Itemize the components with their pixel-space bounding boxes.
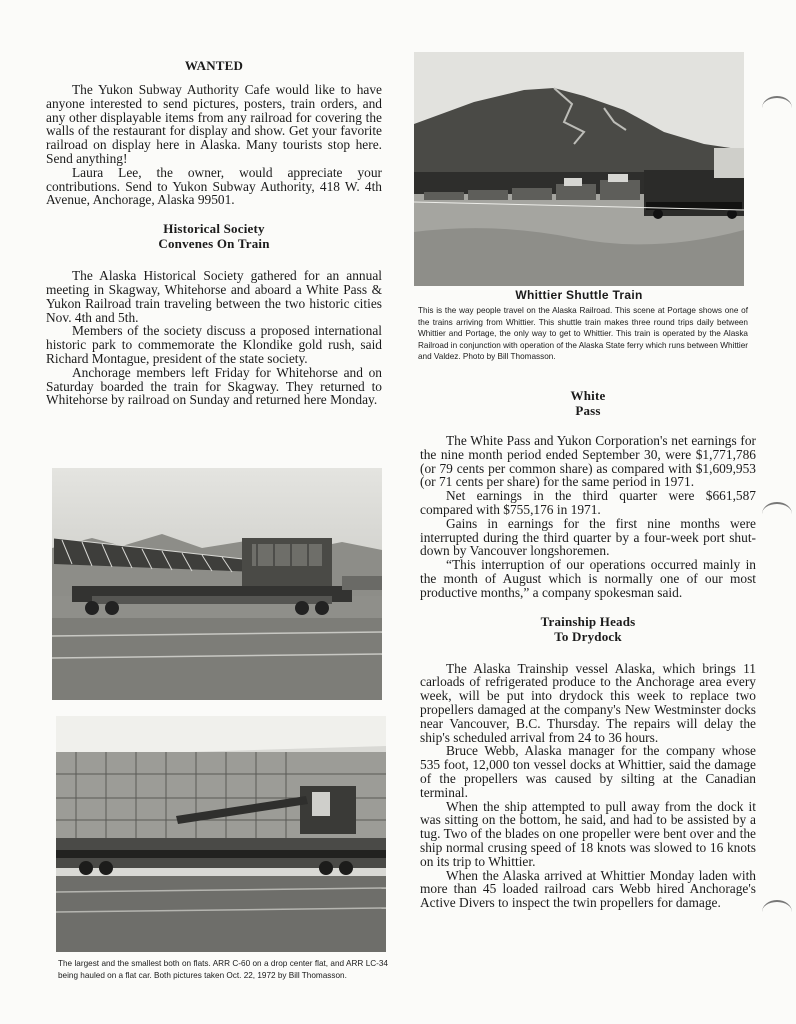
historical-paragraph-2: Members of the society discuss a proposed international historic park to commemorate the Klondike gold rush, said Richard Montague, president of the state society.: [46, 323, 382, 366]
white-pass-paragraph-4: “This interruption of our operations occurred mainly in the month of August which is normally one of our most productive months,” a company spokesman said.: [420, 557, 756, 600]
trainship-heading-line1: Trainship Heads: [540, 613, 636, 629]
trainship-heading: [420, 614, 756, 644]
binder-hole-mark-top: [762, 96, 792, 120]
white-pass-heading-line1: White: [570, 388, 606, 403]
white-pass-heading: [420, 388, 756, 418]
historical-paragraph-1: The Alaska Historical Society gathered for an annual meeting in Skagway, Whitehorse and aboard a White Pass & Yukon Railroad train traveling between the two historic cities Nov. 4th and 5th.: [46, 268, 382, 325]
whittier-shuttle-photo: [414, 52, 744, 286]
white-pass-heading-line2: Pass: [575, 403, 601, 418]
shuttle-photo-caption: This is the way people travel on the Alaska Railroad. This scene at Portage shows one of the trains arriving from Whittier. This shuttle train makes three round trips daily between Whittier and Portage, the only way to get to Whittier. This train is operated by the Alaska Railroad in conjunction with operation of the Alaska State ferry which runs between Whittier and Valdez. Photo by Bill Thomasson.: [418, 306, 748, 362]
trainship-paragraph-2: Bruce Webb, Alaska manager for the company whose 535 foot, 12,000 ton vessel docks at Whittier, said the damage of the propellers was caused by silting at the Canadian terminal.: [420, 743, 756, 800]
wanted-paragraph-1: The Yukon Subway Authority Cafe would like to have anyone interested to send pictures, posters, train orders, and any other displayable items from any railroad for covering the walls of the restaurant for display and show. Get your favorite railroad on display here in Alaska. Many tourists stop here. Send anything!: [46, 82, 382, 166]
trainship-heading-line2: To Drydock: [554, 628, 622, 644]
binder-hole-mark-bottom: [762, 900, 792, 924]
white-pass-paragraph-1: The White Pass and Yukon Corporation's net earnings for the nine month period ended September 30, were $1,771,786 (or 79 cents per common share) as compared with $1,609,953 (or 71 cents per share) for the same period in 1971.: [420, 433, 756, 490]
trainship-paragraph-1: The Alaska Trainship vessel Alaska, which brings 11 carloads of refrigerated produce to the Anchorage area every week, will be put into drydock this week to replace two propellers damaged at the company's New Westminster docks near Vancouver, B.C. Thursday. The repairs will delay the ship's scheduled arrival from 24 to 36 hours.: [420, 660, 756, 745]
trainship-paragraph-4: When the Alaska arrived at Whittier Monday laden with more than 45 loaded railroad cars Webb hired Anchorage's Active Divers to inspect the twin propellers for damage.: [420, 867, 756, 911]
white-pass-paragraph-2: Net earnings in the third quarter were $661,587 compared with $755,176 in 1971.: [420, 488, 756, 517]
wanted-heading: WANTED: [184, 58, 244, 73]
white-pass-paragraph-3: Gains in earnings for the first nine months were interrupted during the third quarter by a four-week port shut-down by Vancouver longshoremen.: [420, 515, 756, 559]
historical-paragraph-3: Anchorage members left Friday for Whitehorse and on Saturday boarded the train for Skagway. They returned to Whitehorse by railroad on Sunday and returned here Monday.: [46, 364, 382, 408]
shuttle-photo-title: Whittier Shuttle Train: [515, 288, 643, 302]
left-column: [46, 58, 382, 407]
historical-heading-line2: Convenes On Train: [158, 236, 270, 252]
historical-heading-line1: Historical Society: [163, 221, 265, 237]
crane-photo-lc34: [56, 716, 386, 952]
right-column-articles: [420, 388, 756, 910]
trainship-paragraph-3: When the ship attempted to pull away from the dock it was sitting on the bottom, he said, and had to be assisted by a tug. Two of the blades on one propeller were bent over and the ship normal crusing speed of 18 knots was slowed to 16 knots on its trip to Whittier.: [420, 798, 756, 869]
wanted-paragraph-2: Laura Lee, the owner, would appreciate your contributions. Send to Yukon Subway Authority, 418 W. 4th Avenue, Anchorage, Alaska 99501.: [46, 164, 382, 208]
binder-hole-mark-middle: [762, 502, 792, 526]
historical-heading: [46, 221, 382, 251]
crane-photo-c60: [52, 468, 382, 700]
crane-photos-caption: The largest and the smallest both on flats. ARR C-60 on a drop center flat, and ARR LC-34 being hauled on a flat car. Both pictures taken Oct. 22, 1972 by Bill Thomasson.: [58, 959, 388, 980]
